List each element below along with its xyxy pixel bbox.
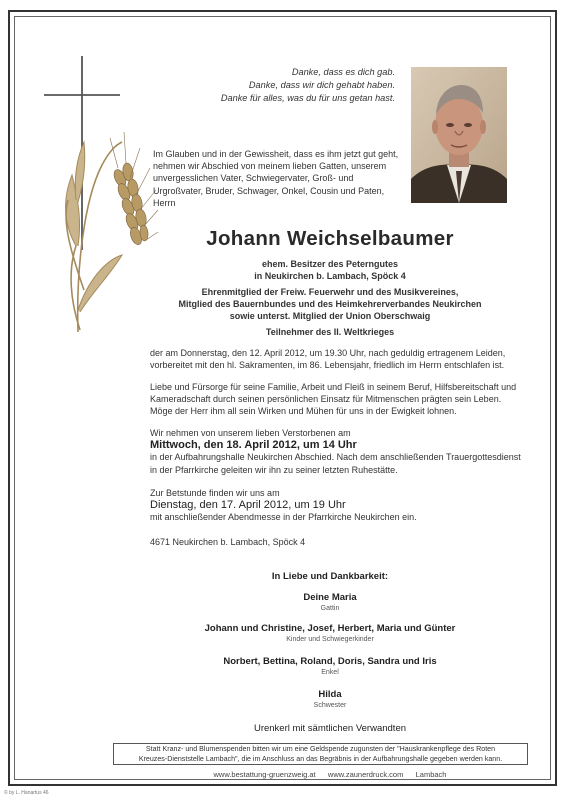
footer-place: Lambach [415,770,447,779]
wheat-ear-icon [112,162,149,246]
motto-line: Danke für alles, was du für uns getan hast. [220,93,395,103]
deceased-name: Johann Weichselbaumer [206,227,454,250]
family-entry [150,592,510,612]
donation-notice [113,743,528,765]
funeral-section [150,427,522,476]
family-name: Hilda [318,689,342,700]
motto [135,66,395,105]
motto-line: Danke, dass es dich gab. [291,67,395,77]
wheat-icon [66,142,122,332]
footer-link-zaunerdruck[interactable]: www.zaunerdruck.com [327,770,404,779]
family-name: Norbert, Bettina, Roland, Doris, Sandra und Iris [223,656,437,667]
family-entry [150,689,510,709]
prayer-date: Dienstag, den 17. April 2012, um 19 Uhr [150,499,346,512]
footer-link-bestattung[interactable]: www.bestattung-gruenzweig.at [213,770,316,779]
family-role: Schwester [313,702,347,709]
prayer-section [150,487,522,524]
occupation [130,258,530,282]
family-entry [150,623,510,643]
address: 4671 Neukirchen b. Lambach, Spöck 4 [150,537,306,547]
tribute-paragraph: Liebe und Fürsorge für seine Familie, Arbeit und Fleiß in seinem Beruf, Hilfsbereitschaft und Kameradschaft durch seinen persönlichen Einsatz für Mitmenschen prägten sein Leben. Möge der Herr ihm all sein Wirken und Mühen für uns in der Ewigkeit lohnen. [150,382,517,417]
family-name: Johann und Christine, Josef, Herbert, Maria und Günter [204,623,456,634]
death-paragraph: der am Donnerstag, den 12. April 2012, um 19.30 Uhr, nach geduldig ertragenem Leiden, vorbereitet mit den hl. Sakramenten, im 86. Lebensjahr, friedlich im Herrn entschlafen ist. [150,348,506,371]
war-veteran-line: Teilnehmer des II. Weltkrieges [265,327,395,337]
family-role: Gattin [320,605,340,612]
notice-line: Kreuzes-Dienststelle Lambach", die im Anschluss an das Begräbnis in der Aufbahrungshalle gegeben werden kann. [138,754,503,763]
prayer-intro: Zur Betstunde finden wir uns am [150,488,280,498]
footer [130,770,530,779]
prayer-text: mit anschließender Abendmesse in der Pfarrkirche Neukirchen ein. [150,512,417,523]
notice-line: Statt Kranz- und Blumenspenden bitten wir um eine Geldspende zugunsten der "Hauskrankenpflege des Roten [145,745,496,753]
family-role: Kinder und Schwiegerkinder [286,636,374,643]
family-name: Deine Maria [303,592,357,603]
honors-line: Mitglied des Bauernbundes und des Heimkehrerverbandes Neukirchen [178,299,482,309]
honors [130,286,530,322]
honors-line: Ehrenmitglied der Freiw. Feuerwehr und des Musikvereines, [201,287,459,297]
funeral-date: Mittwoch, den 18. April 2012, um 14 Uhr [150,439,357,452]
funeral-intro: Wir nehmen von unserem lieben Verstorbenen am [150,428,351,438]
honors-line: sowie unterst. Mitglied der Union Oberschwaig [229,311,431,321]
residence-line: in Neukirchen b. Lambach, Spöck 4 [254,271,406,281]
family-entry [150,656,510,676]
closing-line: Urenkerl mit sämtlichen Verwandten [253,723,407,734]
portrait-photo [411,67,507,203]
funeral-text: in der Aufbahrungshalle Neukirchen Abschied. Nach dem anschließenden Trauergottesdienst in der Pfarrkirche geleiten wir ihn zu seiner letzten Ruhestätte. [150,452,521,475]
signature-title: In Liebe und Dankbarkeit: [271,571,389,582]
occupation-line: ehem. Besitzer des Peterngutes [261,259,399,269]
family-role: Enkel [321,669,339,676]
intro-text: Im Glauben und in der Gewissheit, dass es ihm jetzt gut geht, nehmen wir Abschied von meinem lieben Gatten, unserem unvergesslichen Vater, Schwiegervater, Groß- und Urgroßvater, Bruder, Schwager, Onkel, Cousin und Paten, Herrn [153,149,399,208]
image-credit: © by L. Hanartus 46 [4,790,49,796]
motto-line: Danke, dass wir dich gehabt haben. [248,80,395,90]
